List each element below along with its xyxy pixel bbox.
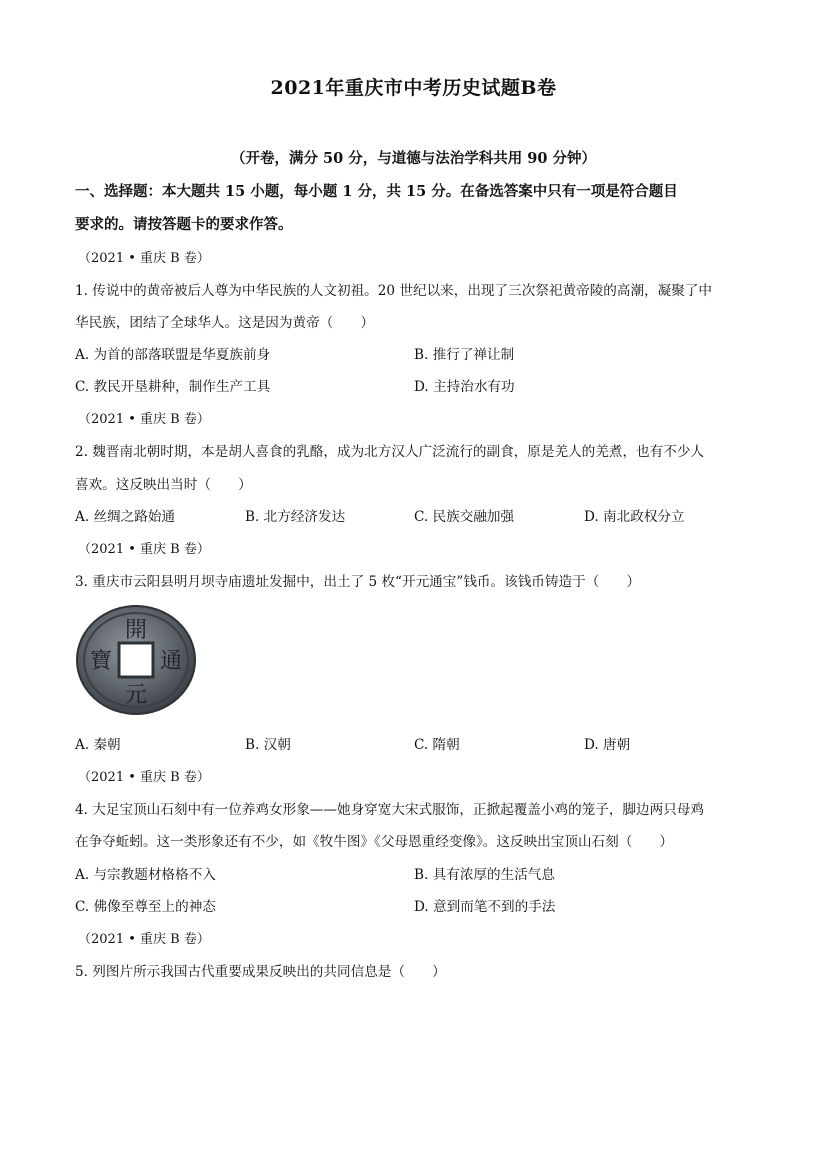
question-4-option-c: C. 佛像至尊至上的神态	[75, 899, 216, 915]
question-4-option-a: A. 与宗教题材格格不入	[75, 867, 216, 883]
question-5-stem-line-1: 5. 列图片所示我国古代重要成果反映出的共同信息是（ ）	[75, 964, 446, 980]
coin-char-right: 通	[159, 649, 183, 674]
question-2-source: （2021 • 重庆 B 卷）	[78, 412, 210, 427]
question-2-option-a: A. 丝绸之路始通	[75, 509, 176, 525]
question-2-option-c: C. 民族交融加强	[414, 509, 515, 525]
kaiyuan-tongbao-coin-image	[74, 604, 199, 716]
exam-subtitle: （开卷，满分 50 分，与道德与法治学科共用 90 分钟）	[230, 150, 597, 167]
question-2-stem-line-1: 2. 魏晋南北朝时期，本是胡人喜食的乳酪，成为北方汉人广泛流行的副食，原是羌人的羌煮，也有不少人	[75, 444, 705, 460]
question-1-option-d: D. 主持治水有功	[414, 379, 515, 395]
coin-char-top: 開	[124, 618, 148, 643]
question-1-option-c: C. 教民开垦耕种，制作生产工具	[75, 379, 271, 395]
question-4-option-b: B. 具有浓厚的生活气息	[414, 867, 555, 883]
question-1-source: （2021 • 重庆 B 卷）	[78, 251, 210, 266]
question-3-option-d: D. 唐朝	[584, 737, 631, 753]
question-3-option-c: C. 隋朝	[414, 737, 460, 753]
question-4-option-d: D. 意到而笔不到的手法	[414, 899, 556, 915]
question-3-stem-line-1: 3. 重庆市云阳县明月坝寺庙遗址发掘中，出土了 5 枚“开元通宝”钱币。该钱币铸造于（ ）	[75, 574, 641, 590]
question-5-source: （2021 • 重庆 B 卷）	[78, 932, 210, 947]
section-instruction-line-1: 一、选择题：本大题共 15 小题，每小题 1 分，共 15 分。在备选答案中只有一项是符合题目	[75, 183, 678, 200]
question-1-option-a: A. 为首的部落联盟是华夏族前身	[75, 347, 271, 363]
question-2-stem-line-2: 喜欢。这反映出当时（ ）	[75, 477, 252, 493]
question-3-option-a: A. 秦朝	[75, 737, 121, 753]
coin-char-bottom: 元	[124, 683, 148, 708]
question-3-option-b: B. 汉朝	[245, 737, 291, 753]
question-2-option-d: D. 南北政权分立	[584, 509, 685, 525]
coin-char-left: 寶	[89, 649, 113, 674]
section-instruction-line-2: 要求的。请按答题卡的要求作答。	[75, 216, 293, 233]
question-1-stem-line-1: 1. 传说中的黄帝被后人尊为中华民族的人文初祖。20 世纪以来，出现了三次祭祀黄帝陵的高潮，凝聚了中	[75, 283, 713, 299]
question-1-option-b: B. 推行了禅让制	[414, 347, 515, 363]
question-2-option-b: B. 北方经济发达	[245, 509, 346, 525]
question-3-source: （2021 • 重庆 B 卷）	[78, 542, 210, 557]
question-4-stem-line-1: 4. 大足宝顶山石刻中有一位养鸡女形象——她身穿宽大宋式服饰，正掀起覆盖小鸡的笼子，脚边两只母鸡	[75, 802, 705, 818]
question-4-source: （2021 • 重庆 B 卷）	[78, 770, 210, 785]
question-4-stem-line-2: 在争夺蚯蚓。这一类形象还有不少，如《牧牛图》《父母恩重经变像》。这反映出宝顶山石刻（ ）	[75, 834, 674, 850]
question-1-stem-line-2: 华民族，团结了全球华人。这是因为黄帝（ ）	[75, 315, 375, 331]
page-title: 2021年重庆市中考历史试题B卷	[270, 77, 557, 99]
